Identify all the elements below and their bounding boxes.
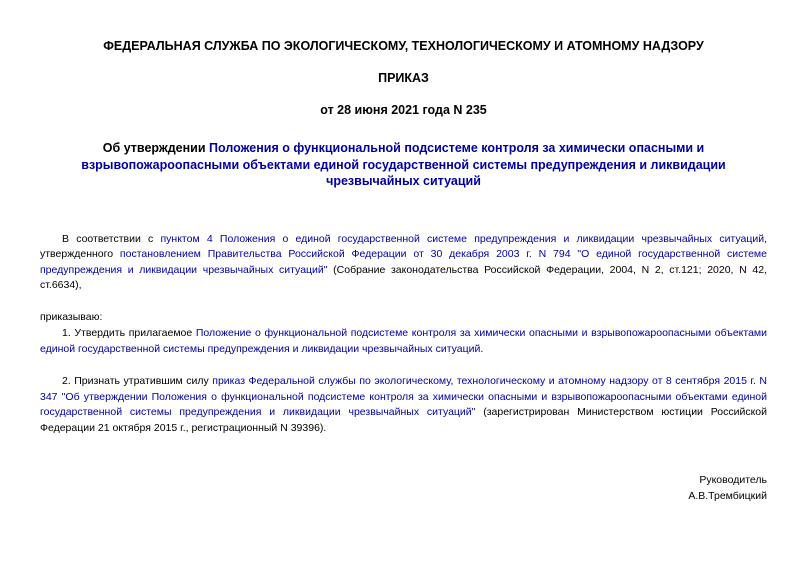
order-word: ПРИКАЗ bbox=[378, 71, 429, 85]
basis-link-clause[interactable]: пунктом 4 Положения о единой государственной системе предупреждения и ликвидации чрезвычайных ситуаций bbox=[160, 232, 765, 245]
item1-text-1: 1. Утвердить прилагаемое bbox=[62, 327, 196, 339]
signature-name: А.В.Трембицкий bbox=[688, 489, 767, 502]
subject-prefix: Об утверждении bbox=[102, 141, 210, 155]
item1-text-2: . bbox=[480, 342, 484, 355]
order-item-2 bbox=[40, 374, 767, 436]
order-date: от 28 июня 2021 года N 235 bbox=[320, 103, 487, 117]
signature-title: Руководитель bbox=[699, 474, 767, 486]
basis-text-2: , утвержденного bbox=[40, 232, 767, 260]
item1-link[interactable]: Положение о функциональной подсистеме контроля за химически опасными и взрывопожароопасными объектами единой государственной системы предупреждения и ликвидации чрезвычайных ситуаций bbox=[40, 327, 767, 355]
basis-paragraph bbox=[40, 232, 767, 294]
basis-link-decree[interactable]: постановлением Правительства Российской Федерации от 30 декабря 2003 г. N 794 "О единой государственной системе предупреждения и ликвидации чрезвычайных ситуаций" bbox=[40, 248, 767, 276]
signature-block bbox=[688, 473, 767, 504]
item2-text-1: 2. Признать утратившим силу bbox=[62, 375, 213, 387]
order-subject bbox=[40, 140, 767, 190]
agency-name: ФЕДЕРАЛЬНАЯ СЛУЖБА ПО ЭКОЛОГИЧЕСКОМУ, ТЕХНОЛОГИЧЕСКОМУ И АТОМНОМУ НАДЗОРУ bbox=[103, 39, 704, 53]
item2-text-2: (зарегистрирован Министерством юстиции Российской Федерации 21 октября 2015 г., регистрационный N 39396). bbox=[40, 406, 768, 434]
basis-text-1: В соответствии с bbox=[62, 232, 161, 245]
subject-link[interactable]: Положения о функциональной подсистеме контроля за химически опасными и взрывопожароопасными объектами единой государственной системы предупреждения и ликвидации чрезвычайных ситуаций bbox=[81, 141, 726, 188]
order-item-1 bbox=[40, 326, 767, 357]
basis-text-3: (Собрание законодательства Российской Федерации, 2004, N 2, ст.121; 2020, N 42, ст.6634), bbox=[40, 263, 767, 291]
document-page bbox=[40, 30, 768, 502]
item2-link[interactable]: приказ Федеральной службы по экологическому, технологическому и атомному надзору от 8 сентября 2015 г. N 347 "Об утверждении Положения о функциональной подсистеме контроля за химически опасными и взрывопожароопасными объектами единой государственной системы предупреждения и ликвидации чрезвычайных ситуаций" bbox=[40, 375, 767, 418]
orders-word: приказываю: bbox=[40, 310, 103, 323]
